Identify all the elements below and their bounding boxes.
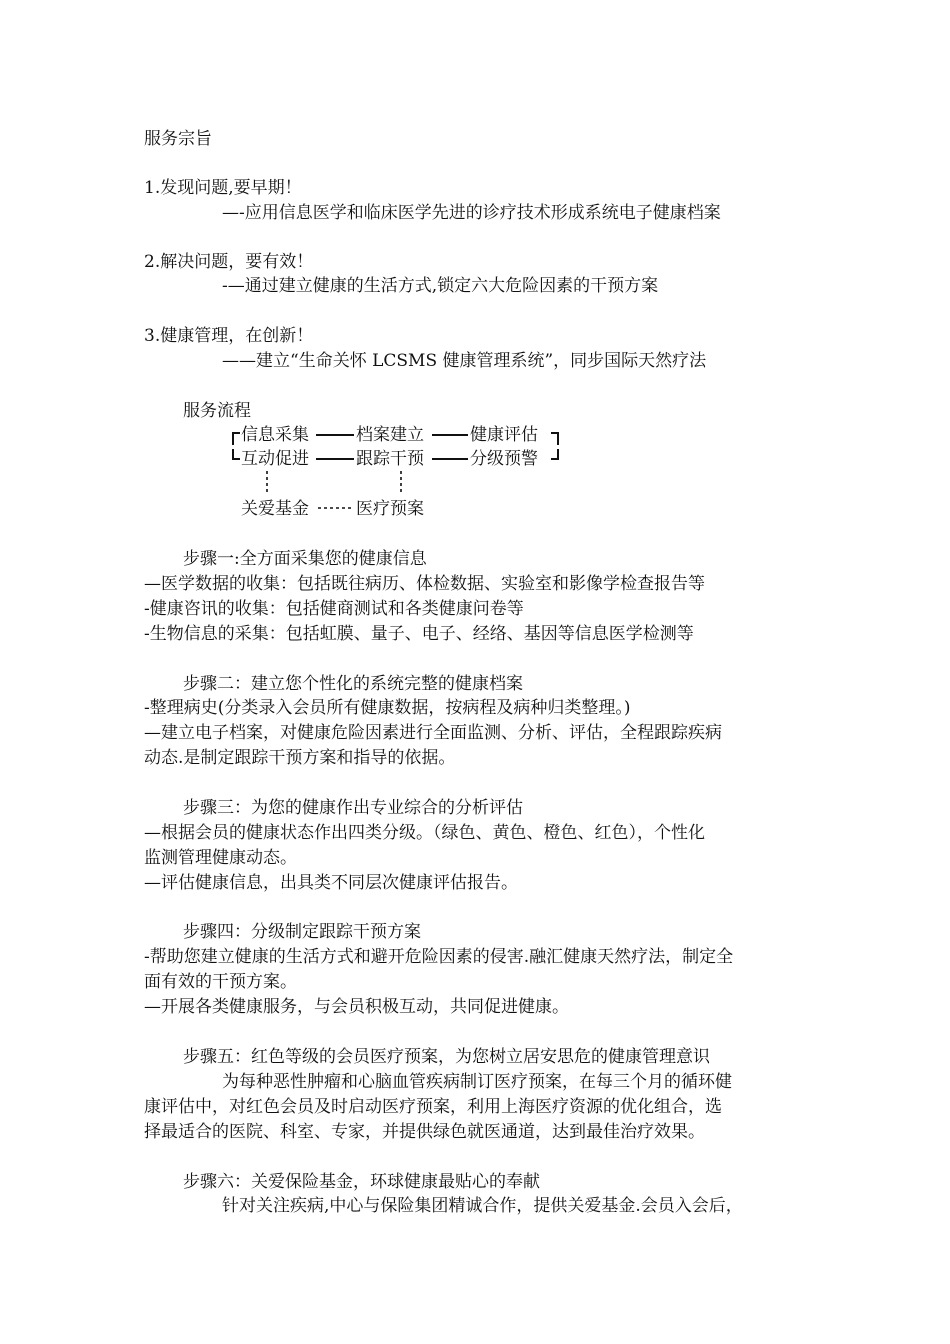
flow-node: 健康评估 [470,425,538,445]
step-4-line: 面有效的干预方案。 [144,972,297,992]
step-1-line: -生物信息的采集：包括虹膜、量子、电子、经络、基因等信息医学检测等 [144,624,694,644]
page-title: 服务宗旨 [144,129,212,149]
step-4-line: -帮助您建立健康的生活方式和避开危险因素的侵害.融汇健康天然疗法，制定全 [144,947,734,967]
principle-2-heading: 2.解决问题，要有效！ [144,252,314,272]
right-bracket-bottom [551,449,558,459]
flow-node: 互动促进 [241,449,309,469]
right-bracket-top [551,433,558,445]
step-2-line: 动态.是制定跟踪干预方案和指导的依据。 [144,748,456,768]
flow-node: 关爱基金 [241,499,309,519]
step-1-title: 步骤一:全方面采集您的健康信息 [183,549,427,569]
step-5-title: 步骤五：红色等级的会员医疗预案，为您树立居安思危的健康管理意识 [183,1047,710,1067]
step-4-title: 步骤四：分级制定跟踪干预方案 [183,922,421,942]
principle-2-detail: -—通过建立健康的生活方式,锁定六大危险因素的干预方案 [222,276,659,296]
step-2-line: —建立电子档案，对健康危险因素进行全面监测、分析、评估，全程跟踪疾病 [144,723,722,743]
step-3-line: —根据会员的健康状态作出四类分级。（绿色、黄色、橙色、红色），个性化 [144,823,705,843]
step-3-line: —评估健康信息，出具类不同层次健康评估报告。 [144,873,518,893]
step-2-title: 步骤二：建立您个性化的系统完整的健康档案 [183,674,523,694]
principle-1-heading: 1.发现问题,要早期！ [144,178,302,198]
step-5-line: 为每种恶性肿瘤和心脑血管疾病制订医疗预案，在每三个月的循环健 [222,1072,732,1092]
step-5-line: 康评估中，对红色会员及时启动医疗预案，利用上海医疗资源的优化组合，选 [144,1097,722,1117]
step-2-line: -整理病史(分类录入会员所有健康数据，按病程及病种归类整理。) [144,698,631,718]
left-bracket-bottom [233,449,240,459]
step-3-line: 监测管理健康动态。 [144,848,297,868]
step-6-title: 步骤六：关爱保险基金，环球健康最贴心的奉献 [183,1172,540,1192]
principle-1-detail: —-应用信息医学和临床医学先进的诊疗技术形成系统电子健康档案 [222,203,721,223]
step-6-line: 针对关注疾病,中心与保险集团精诚合作，提供关爱基金.会员入会后， [222,1196,743,1216]
step-4-line: —开展各类健康服务，与会员积极互动，共同促进健康。 [144,997,569,1017]
step-1-line: —医学数据的收集：包括既往病历、体检数据、实验室和影像学检查报告等 [144,574,705,594]
service-flow-diagram [226,423,566,523]
flow-node: 档案建立 [356,425,424,445]
flow-node: 分级预警 [470,449,538,469]
flow-title: 服务流程 [183,401,251,421]
flow-node: 信息采集 [241,425,309,445]
left-bracket-top [233,433,240,445]
flow-node: 跟踪干预 [356,449,424,469]
step-1-line: -健康咨讯的收集：包括健商测试和各类健康问卷等 [144,599,524,619]
step-5-line: 择最适合的医院、科室、专家，并提供绿色就医通道，达到最佳治疗效果。 [144,1122,705,1142]
principle-3-heading: 3.健康管理，在创新！ [144,326,314,346]
step-3-title: 步骤三：为您的健康作出专业综合的分析评估 [183,798,523,818]
principle-3-detail: ——建立“生命关怀 LCSMS 健康管理系统”，同步国际天然疗法 [222,351,707,371]
flow-node: 医疗预案 [356,499,424,519]
